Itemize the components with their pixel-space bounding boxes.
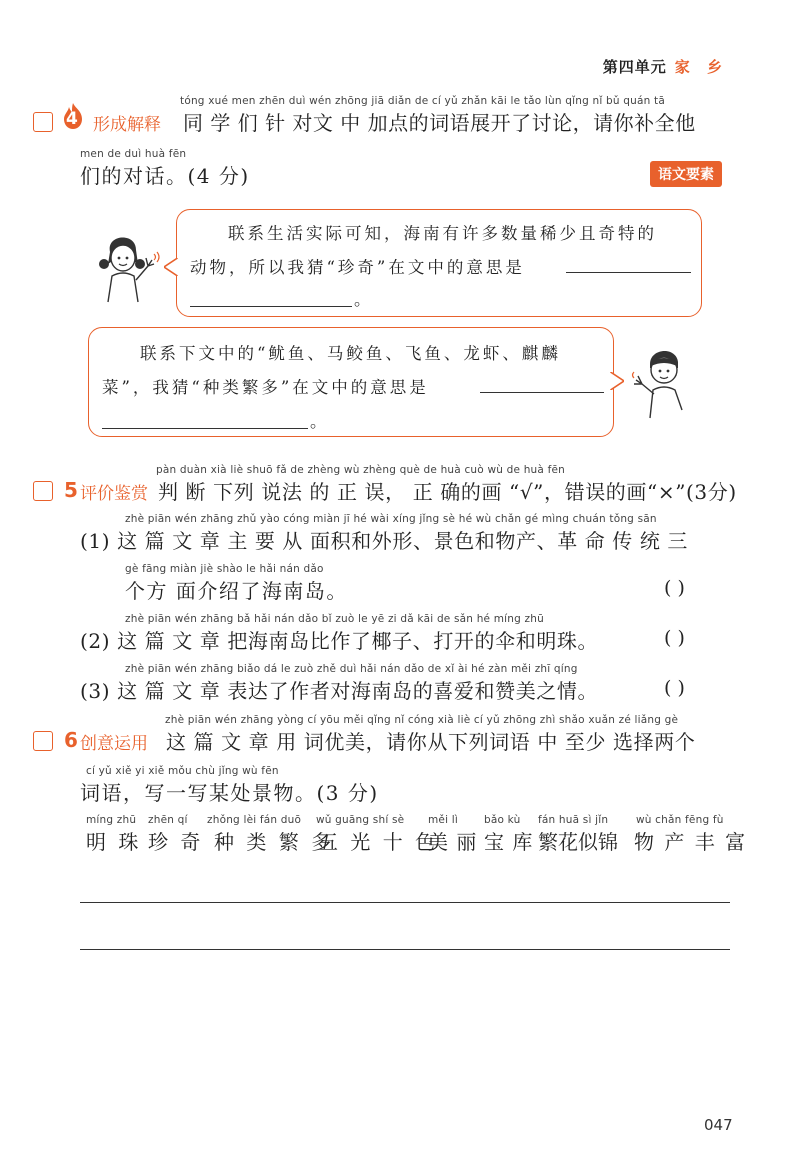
unit-header (603, 56, 728, 77)
q4-line-2: 们的对话。(4 分) (80, 164, 250, 188)
q5-checkbox[interactable] (33, 481, 53, 501)
word-item[interactable]: 五 光 十 色 (318, 830, 439, 854)
q4-number: 4 (66, 109, 78, 129)
boy-icon (630, 340, 694, 420)
q4-tag: 形成解释 (93, 115, 161, 135)
girl-icon (92, 224, 162, 304)
q5-item2-text: (2) 这 篇 文 章 把海南岛比作了椰子、打开的伞和明珠。 (80, 629, 599, 653)
q5-item1-pinyin: zhè piān wén zhāng zhǔ yào cóng miàn jī hé wài xíng jǐng sè hé wù chǎn gé mìng chuán tǒng sān (125, 513, 657, 525)
q5-tag: 评价鉴赏 (80, 484, 148, 504)
q6-pinyin-2: cí yǔ xiě yi xiě mǒu chù jǐng wù fēn (86, 765, 279, 777)
q5-item2-pinyin: zhè piān wén zhāng bǎ hǎi nán dǎo bǐ zuò le yē zi dǎ kāi de sǎn hé míng zhū (125, 613, 544, 625)
q5-item1-text: (1) 这 篇 文 章 主 要 从 面积和外形、景色和物产、革 命 传 统 三 (80, 529, 689, 553)
q5-pinyin-1: pàn duàn xià liè shuō fǎ de zhèng wù zhèng què de huà cuò wù de huà fēn (156, 464, 565, 476)
word-pinyin: wǔ guāng shí sè (316, 814, 405, 826)
word-pinyin: bǎo kù (484, 814, 521, 826)
word-item[interactable]: 物 产 丰 富 (634, 830, 748, 854)
word-pinyin: fán huā sì jǐn (538, 814, 609, 826)
q5-answer-1[interactable]: ( ) (664, 577, 685, 599)
unit-title: 家 乡 (674, 58, 728, 76)
girl-text-1: 联系生活实际可知，海南有许多数量稀少且奇特的 (228, 224, 657, 243)
word-item[interactable]: 种 类 繁 多 (214, 830, 335, 854)
boy-answer-blank-1[interactable] (480, 370, 604, 393)
word-pinyin: měi lì (428, 814, 458, 826)
q6-pinyin-1: zhè piān wén zhāng yòng cí yōu měi qǐng nǐ cóng xià liè cí yǔ zhōng zhì shǎo xuǎn zé liǎng gè (165, 714, 679, 726)
page-number: 047 (704, 1116, 733, 1134)
word-item[interactable]: 繁花似锦 (538, 830, 618, 854)
word-item[interactable]: 美 丽 (428, 830, 478, 854)
badge-language-element: 语文要素 (650, 161, 722, 187)
q5-line-1: 判 断 下列 说法 的 正 误， 正 确的画 “√”，错误的画“×”(3分) (158, 480, 737, 504)
q5-item1b-pinyin: gè fāng miàn jiè shào le hǎi nán dǎo (125, 563, 324, 575)
boy-answer-blank-2[interactable] (102, 406, 308, 429)
q6-tag: 创意运用 (80, 734, 148, 754)
girl-answer-blank-2[interactable] (190, 284, 352, 307)
answer-line-2[interactable] (80, 949, 730, 950)
q6-number: 6 (64, 728, 78, 752)
word-item[interactable]: 明 珠 (86, 830, 142, 854)
unit-label: 第四单元 (602, 58, 667, 76)
bubble-tail (164, 258, 178, 276)
word-pinyin: zhǒng lèi fán duō (207, 814, 302, 826)
word-pinyin: zhēn qí (148, 814, 188, 826)
boy-text-1: 联系下文中的“鱿鱼、马鲛鱼、飞鱼、龙虾、麒麟 (140, 344, 561, 363)
word-pinyin: wù chǎn fēng fù (636, 814, 724, 826)
q4-pinyin-1: tóng xué men zhēn duì wén zhōng jiā diǎn de cí yǔ zhǎn kāi le tǎo lùn qǐng nǐ bǔ quán tā (180, 95, 665, 107)
word-item[interactable]: 宝 库 (484, 830, 534, 854)
girl-answer-blank-1[interactable] (566, 250, 691, 273)
q5-item3-pinyin: zhè piān wén zhāng biǎo dá le zuò zhě duì hǎi nán dǎo de xǐ ài hé zàn měi zhī qíng (125, 663, 578, 675)
boy-text-2: 菜”，我猜“种类繁多”在文中的意思是 (102, 378, 429, 397)
bubble-tail (610, 372, 624, 390)
q5-answer-2[interactable]: ( ) (664, 627, 685, 649)
q4-pinyin-2: men de duì huà fēn (80, 148, 187, 160)
q6-line-2: 词语，写一写某处景物。(3 分) (80, 781, 379, 805)
q5-answer-3[interactable]: ( ) (664, 677, 685, 699)
q5-item3-text: (3) 这 篇 文 章 表达了作者对海南岛的喜爱和赞美之情。 (80, 679, 599, 703)
q5-number: 5 (64, 478, 78, 502)
word-pinyin: míng zhū (86, 814, 137, 826)
q5-item1b-text: 个方 面介绍了海南岛。 (125, 579, 348, 603)
q4-line-1: 同 学 们 针 对文 中 加点的词语展开了讨论，请你补全他 (183, 111, 696, 135)
boy-text-3: 。 (310, 412, 330, 431)
q4-checkbox[interactable] (33, 112, 53, 132)
q6-line-1: 这 篇 文 章 用 词优美，请你从下列词语 中 至少 选择两个 (166, 730, 696, 754)
girl-text-3: 。 (354, 290, 374, 309)
word-item[interactable]: 珍 奇 (148, 830, 204, 854)
girl-text-2: 动物，所以我猜“珍奇”在文中的意思是 (190, 258, 525, 277)
answer-line-1[interactable] (80, 902, 730, 903)
q6-checkbox[interactable] (33, 731, 53, 751)
